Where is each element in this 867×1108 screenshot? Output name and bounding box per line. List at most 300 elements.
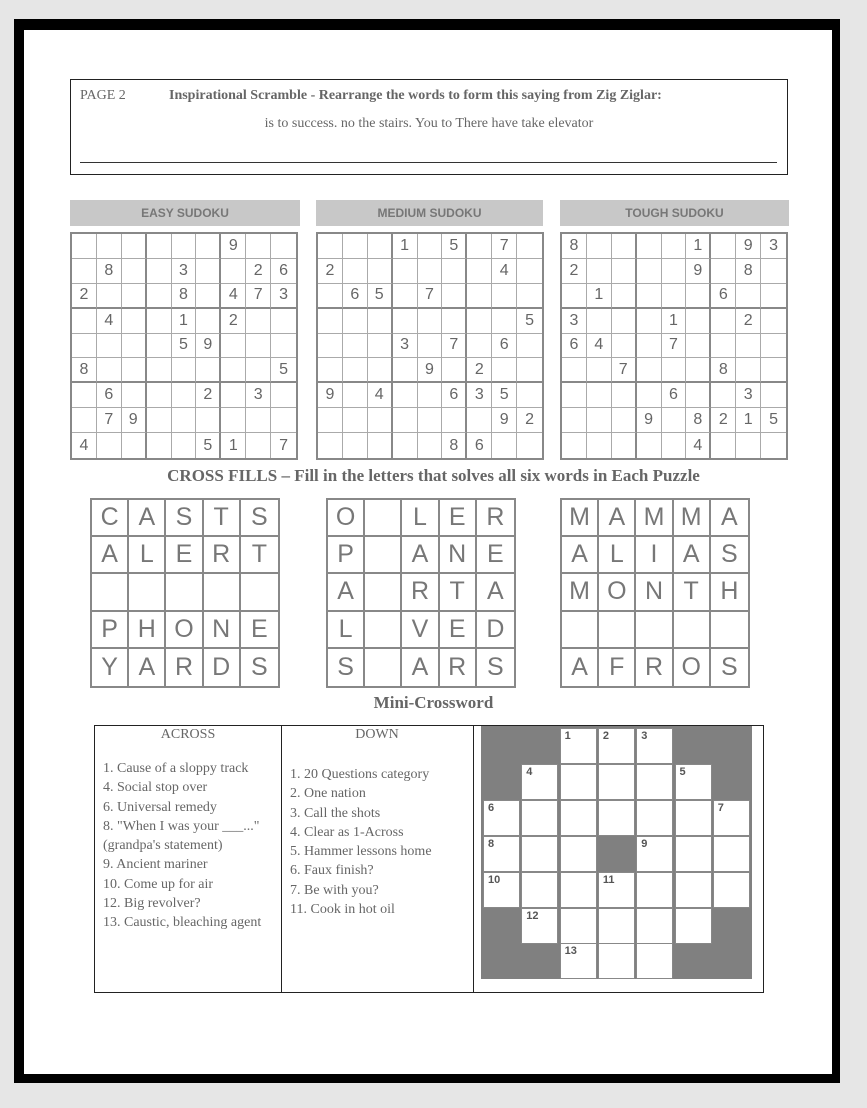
crossfill-cell: A bbox=[129, 500, 166, 537]
crossfill-cell[interactable] bbox=[365, 500, 402, 537]
sudoku-cell[interactable] bbox=[761, 259, 786, 284]
sudoku-cell: 3 bbox=[736, 383, 761, 408]
sudoku-cell[interactable] bbox=[562, 284, 587, 309]
sudoku-cell[interactable] bbox=[343, 259, 368, 284]
sudoku-cell[interactable] bbox=[418, 334, 443, 359]
sudoku-cell[interactable] bbox=[517, 259, 542, 284]
sudoku-cell[interactable] bbox=[711, 334, 736, 359]
sudoku-cell[interactable] bbox=[122, 383, 147, 408]
sudoku-cell: 4 bbox=[221, 284, 246, 309]
sudoku-cell: 5 bbox=[196, 433, 221, 458]
sudoku-cell[interactable] bbox=[517, 334, 542, 359]
sudoku-cell[interactable] bbox=[393, 383, 418, 408]
crossfill-cell: S bbox=[721, 652, 738, 681]
crossword-cell[interactable] bbox=[598, 872, 635, 908]
sudoku-cell[interactable] bbox=[637, 334, 662, 359]
sudoku-cell: 2 bbox=[736, 309, 761, 334]
crossfill-cell: A bbox=[562, 649, 599, 686]
sudoku-cell[interactable] bbox=[343, 334, 368, 359]
sudoku-cell[interactable] bbox=[122, 259, 147, 284]
sudoku-cell[interactable] bbox=[587, 259, 612, 284]
sudoku-cell[interactable] bbox=[147, 383, 172, 408]
crossword-cell[interactable] bbox=[713, 872, 750, 908]
tough-sudoku-title: TOUGH SUDOKU bbox=[560, 200, 789, 226]
clue-number: 10 bbox=[488, 873, 501, 886]
sudoku-cell[interactable] bbox=[418, 408, 443, 433]
sudoku-cell[interactable] bbox=[147, 234, 172, 259]
crossfill-cell: C bbox=[92, 500, 129, 537]
crossword-cell[interactable] bbox=[521, 764, 558, 800]
sudoku-cell[interactable] bbox=[467, 259, 492, 284]
scramble-words: is to success. no the stairs. You to There have take elevator bbox=[264, 116, 594, 131]
sudoku-cell[interactable] bbox=[72, 408, 97, 433]
sudoku-cell[interactable] bbox=[492, 284, 517, 309]
crossfill-cell[interactable] bbox=[365, 612, 402, 649]
sudoku-cell[interactable] bbox=[368, 408, 393, 433]
sudoku-cell[interactable] bbox=[72, 383, 97, 408]
sudoku-cell[interactable] bbox=[196, 234, 221, 259]
sudoku-cell[interactable] bbox=[736, 334, 761, 359]
crossfill-cell: R bbox=[402, 574, 439, 611]
sudoku-cell[interactable] bbox=[637, 383, 662, 408]
sudoku-cell[interactable] bbox=[318, 234, 343, 259]
clue: 11. Cook in hot oil bbox=[290, 902, 395, 918]
crossfill-cell[interactable] bbox=[166, 574, 203, 611]
sudoku-cell[interactable] bbox=[343, 358, 368, 383]
clue-number: 6 bbox=[488, 801, 495, 814]
sudoku-cell[interactable] bbox=[736, 433, 761, 458]
crossfill-cell: R bbox=[166, 649, 203, 686]
sudoku-cell[interactable] bbox=[196, 259, 221, 284]
crossword-cell[interactable] bbox=[636, 872, 673, 908]
sudoku-cell[interactable] bbox=[467, 334, 492, 359]
sudoku-cell[interactable] bbox=[562, 433, 587, 458]
crossword-cell[interactable] bbox=[675, 800, 712, 836]
sudoku-cell[interactable] bbox=[393, 358, 418, 383]
crossword-cell[interactable] bbox=[598, 800, 635, 836]
sudoku-cell[interactable] bbox=[562, 408, 587, 433]
sudoku-cell: 2 bbox=[196, 383, 221, 408]
sudoku-cell[interactable] bbox=[343, 408, 368, 433]
sudoku-cell[interactable] bbox=[172, 383, 197, 408]
sudoku-cell[interactable] bbox=[517, 433, 542, 458]
sudoku-cell[interactable] bbox=[662, 433, 687, 458]
crossfill-cell: S bbox=[166, 500, 203, 537]
sudoku-cell[interactable] bbox=[587, 234, 612, 259]
crossword-cell[interactable] bbox=[636, 943, 673, 979]
sudoku-cell[interactable] bbox=[612, 259, 637, 284]
sudoku-cell[interactable] bbox=[711, 383, 736, 408]
sudoku-cell[interactable] bbox=[221, 334, 246, 359]
sudoku-cell[interactable] bbox=[442, 284, 467, 309]
sudoku-cell[interactable] bbox=[318, 433, 343, 458]
sudoku-cell: 8 bbox=[72, 358, 97, 383]
crossword-cell[interactable] bbox=[675, 908, 712, 944]
sudoku-cell[interactable] bbox=[271, 383, 296, 408]
sudoku-cell: 5 bbox=[172, 334, 197, 359]
crossfill-cell: A bbox=[92, 537, 129, 574]
sudoku-cell: 7 bbox=[97, 408, 122, 433]
sudoku-cell[interactable] bbox=[246, 358, 271, 383]
sudoku-cell[interactable] bbox=[492, 309, 517, 334]
sudoku-cell[interactable] bbox=[418, 383, 443, 408]
sudoku-cell[interactable] bbox=[246, 408, 271, 433]
sudoku-cell[interactable] bbox=[172, 234, 197, 259]
crossfill-cell: T bbox=[241, 537, 278, 574]
crossword-cell[interactable] bbox=[483, 872, 520, 908]
clue: 4. Social stop over bbox=[103, 780, 208, 796]
crossfill-cell[interactable] bbox=[365, 537, 402, 574]
sudoku-cell: 7 bbox=[442, 334, 467, 359]
clue-number: 12 bbox=[526, 909, 539, 922]
sudoku-cell[interactable] bbox=[492, 433, 517, 458]
sudoku-cell[interactable] bbox=[761, 309, 786, 334]
sudoku-cell[interactable] bbox=[467, 234, 492, 259]
sudoku-cell[interactable] bbox=[442, 259, 467, 284]
sudoku-cell[interactable] bbox=[686, 309, 711, 334]
sudoku-cell: 1 bbox=[686, 234, 711, 259]
sudoku-cell[interactable] bbox=[122, 334, 147, 359]
sudoku-cell[interactable] bbox=[467, 284, 492, 309]
crossfill-cell: N bbox=[204, 612, 241, 649]
sudoku-cell[interactable] bbox=[418, 259, 443, 284]
sudoku-cell[interactable] bbox=[612, 383, 637, 408]
crossfill-cell[interactable] bbox=[129, 574, 166, 611]
sudoku-cell[interactable] bbox=[517, 234, 542, 259]
sudoku-cell: 8 bbox=[442, 433, 467, 458]
tough-sudoku-grid bbox=[560, 232, 788, 460]
scramble-title: Inspirational Scramble - Rearrange the words to form this saying from Zig Ziglar: bbox=[169, 88, 662, 103]
sudoku-cell[interactable] bbox=[442, 408, 467, 433]
crossfill-cell: F bbox=[599, 649, 636, 686]
column-divider bbox=[281, 726, 282, 992]
sudoku-cell[interactable] bbox=[662, 358, 687, 383]
crossfill-cell: A bbox=[129, 649, 166, 686]
crossfill-cell[interactable] bbox=[599, 612, 636, 649]
sudoku-cell[interactable] bbox=[662, 284, 687, 309]
sudoku-cell: 7 bbox=[418, 284, 443, 309]
sudoku-cell[interactable] bbox=[612, 309, 637, 334]
sudoku-cell[interactable] bbox=[517, 284, 542, 309]
crossword-cell[interactable] bbox=[560, 943, 597, 979]
sudoku-cell: 8 bbox=[736, 259, 761, 284]
crossword-cell[interactable] bbox=[521, 872, 558, 908]
sudoku-cell[interactable] bbox=[612, 284, 637, 309]
crossword-cell[interactable] bbox=[675, 836, 712, 872]
sudoku-cell[interactable] bbox=[122, 433, 147, 458]
sudoku-cell[interactable] bbox=[637, 433, 662, 458]
sudoku-cell[interactable] bbox=[368, 259, 393, 284]
sudoku-cell[interactable] bbox=[122, 358, 147, 383]
sudoku-cell[interactable] bbox=[662, 234, 687, 259]
page-number: PAGE 2 bbox=[80, 88, 126, 103]
crossfill-cell: E bbox=[440, 500, 477, 537]
sudoku-cell[interactable] bbox=[343, 433, 368, 458]
sudoku-cell: 1 bbox=[587, 284, 612, 309]
sudoku-cell[interactable] bbox=[318, 334, 343, 359]
sudoku-cell[interactable] bbox=[612, 334, 637, 359]
crossfill-cell: S bbox=[487, 652, 504, 681]
sudoku-cell[interactable] bbox=[711, 309, 736, 334]
mini-crossword-title: Mini-Crossword bbox=[373, 693, 494, 712]
sudoku-cell: 3 bbox=[562, 309, 587, 334]
sudoku-cell: 5 bbox=[517, 309, 542, 334]
crossfill-cell: O bbox=[328, 500, 365, 537]
sudoku-cell[interactable] bbox=[587, 433, 612, 458]
sudoku-cell[interactable] bbox=[246, 433, 271, 458]
crossword-cell[interactable] bbox=[598, 908, 635, 944]
crossword-cell[interactable] bbox=[483, 836, 520, 872]
sudoku-cell[interactable] bbox=[196, 408, 221, 433]
sudoku-cell[interactable] bbox=[587, 309, 612, 334]
crossfill-cell: H bbox=[711, 574, 748, 611]
crossword-cell[interactable] bbox=[636, 908, 673, 944]
sudoku-cell[interactable] bbox=[562, 383, 587, 408]
sudoku-cell[interactable] bbox=[587, 408, 612, 433]
sudoku-cell[interactable] bbox=[711, 433, 736, 458]
sudoku-cell[interactable] bbox=[612, 234, 637, 259]
clue: 8. "When I was your ___..." bbox=[103, 818, 260, 834]
sudoku-cell[interactable] bbox=[122, 309, 147, 334]
sudoku-cell[interactable] bbox=[72, 309, 97, 334]
crossword-cell[interactable] bbox=[560, 872, 597, 908]
sudoku-cell: 2 bbox=[562, 259, 587, 284]
sudoku-cell[interactable] bbox=[637, 358, 662, 383]
sudoku-cell[interactable] bbox=[418, 433, 443, 458]
sudoku-cell[interactable] bbox=[318, 309, 343, 334]
sudoku-cell[interactable] bbox=[612, 433, 637, 458]
sudoku-cell[interactable] bbox=[517, 383, 542, 408]
crossfill-cell: N bbox=[636, 574, 673, 611]
crossfill-cell: T bbox=[204, 500, 241, 537]
crossword-cell[interactable] bbox=[675, 764, 712, 800]
sudoku-cell[interactable] bbox=[318, 358, 343, 383]
sudoku-cell[interactable] bbox=[221, 383, 246, 408]
crossfill-cell[interactable] bbox=[241, 574, 278, 611]
sudoku-cell[interactable] bbox=[147, 408, 172, 433]
crossword-cell[interactable] bbox=[598, 764, 635, 800]
sudoku-cell[interactable] bbox=[271, 334, 296, 359]
sudoku-cell[interactable] bbox=[147, 358, 172, 383]
sudoku-cell[interactable] bbox=[72, 234, 97, 259]
sudoku-cell[interactable] bbox=[271, 234, 296, 259]
sudoku-cell[interactable] bbox=[761, 284, 786, 309]
sudoku-cell: 5 bbox=[761, 408, 786, 433]
sudoku-cell[interactable] bbox=[393, 259, 418, 284]
crossword-cell[interactable] bbox=[636, 764, 673, 800]
crossfill-cell: R bbox=[477, 500, 514, 537]
crossfill-cell: E bbox=[166, 537, 203, 574]
sudoku-cell[interactable] bbox=[97, 334, 122, 359]
sudoku-cell[interactable] bbox=[147, 284, 172, 309]
crossfill-cell: Y bbox=[92, 649, 129, 686]
crossfill-cell: H bbox=[129, 612, 166, 649]
sudoku-cell[interactable] bbox=[97, 284, 122, 309]
sudoku-cell[interactable] bbox=[271, 408, 296, 433]
sudoku-cell[interactable] bbox=[97, 358, 122, 383]
sudoku-cell[interactable] bbox=[122, 234, 147, 259]
crossword-cell[interactable] bbox=[598, 943, 635, 979]
sudoku-cell[interactable] bbox=[368, 358, 393, 383]
sudoku-cell: 3 bbox=[246, 383, 271, 408]
crossword-cell[interactable] bbox=[560, 800, 597, 836]
sudoku-cell[interactable] bbox=[761, 358, 786, 383]
crossword-cell[interactable] bbox=[636, 800, 673, 836]
sudoku-cell[interactable] bbox=[637, 309, 662, 334]
crossword-cell[interactable] bbox=[560, 764, 597, 800]
sudoku-cell[interactable] bbox=[221, 259, 246, 284]
crossword-cell[interactable] bbox=[560, 836, 597, 872]
sudoku-cell[interactable] bbox=[318, 284, 343, 309]
clue: 12. Big revolver? bbox=[103, 896, 201, 912]
crossfill-cell[interactable] bbox=[636, 612, 673, 649]
sudoku-cell[interactable] bbox=[196, 309, 221, 334]
sudoku-cell[interactable] bbox=[637, 284, 662, 309]
sudoku-cell[interactable] bbox=[587, 383, 612, 408]
sudoku-cell[interactable] bbox=[147, 309, 172, 334]
crossword-cell[interactable] bbox=[521, 800, 558, 836]
crossfill-cell: S bbox=[711, 537, 748, 574]
sudoku-cell[interactable] bbox=[612, 408, 637, 433]
sudoku-cell[interactable] bbox=[467, 309, 492, 334]
sudoku-cell[interactable] bbox=[686, 358, 711, 383]
sudoku-cell[interactable] bbox=[562, 358, 587, 383]
crossword-cell[interactable] bbox=[713, 800, 750, 836]
sudoku-cell[interactable] bbox=[246, 334, 271, 359]
crossfill-cell: A bbox=[599, 500, 636, 537]
sudoku-cell[interactable] bbox=[72, 259, 97, 284]
sudoku-cell[interactable] bbox=[467, 408, 492, 433]
sudoku-cell[interactable] bbox=[122, 284, 147, 309]
crossfill-cell: R bbox=[636, 649, 673, 686]
sudoku-cell[interactable] bbox=[271, 309, 296, 334]
crossfill-cell: O bbox=[599, 574, 636, 611]
crossword-cell[interactable] bbox=[713, 836, 750, 872]
sudoku-cell[interactable] bbox=[172, 358, 197, 383]
clue-number: 7 bbox=[717, 801, 724, 814]
sudoku-cell[interactable] bbox=[97, 234, 122, 259]
sudoku-cell[interactable] bbox=[393, 433, 418, 458]
sudoku-cell: 3 bbox=[393, 334, 418, 359]
crossword-cell[interactable] bbox=[636, 836, 673, 872]
crossfill-cell[interactable] bbox=[92, 574, 129, 611]
sudoku-cell[interactable] bbox=[221, 358, 246, 383]
sudoku-cell[interactable] bbox=[711, 234, 736, 259]
sudoku-cell[interactable] bbox=[221, 408, 246, 433]
across-clues bbox=[103, 759, 261, 933]
sudoku-cell[interactable] bbox=[172, 408, 197, 433]
crossfill-cell[interactable] bbox=[204, 574, 241, 611]
sudoku-cell[interactable] bbox=[393, 309, 418, 334]
sudoku-cell[interactable] bbox=[442, 358, 467, 383]
sudoku-cell[interactable] bbox=[368, 334, 393, 359]
sudoku-cell[interactable] bbox=[343, 309, 368, 334]
sudoku-cell[interactable] bbox=[587, 358, 612, 383]
sudoku-cell[interactable] bbox=[368, 433, 393, 458]
sudoku-cell[interactable] bbox=[517, 358, 542, 383]
sudoku-cell[interactable] bbox=[343, 383, 368, 408]
sudoku-cell[interactable] bbox=[761, 383, 786, 408]
sudoku-cell[interactable] bbox=[393, 408, 418, 433]
crossword-cell[interactable] bbox=[675, 872, 712, 908]
sudoku-cell[interactable] bbox=[761, 334, 786, 359]
sudoku-cell[interactable] bbox=[637, 259, 662, 284]
crossword-cell[interactable] bbox=[560, 908, 597, 944]
sudoku-cell[interactable] bbox=[736, 284, 761, 309]
sudoku-cell[interactable] bbox=[97, 433, 122, 458]
sudoku-cell[interactable] bbox=[196, 358, 221, 383]
crossword-cell[interactable] bbox=[521, 908, 558, 944]
sudoku-cell[interactable] bbox=[72, 334, 97, 359]
sudoku-cell[interactable] bbox=[711, 259, 736, 284]
sudoku-cell[interactable] bbox=[686, 334, 711, 359]
sudoku-cell[interactable] bbox=[662, 259, 687, 284]
sudoku-cell[interactable] bbox=[736, 358, 761, 383]
sudoku-cell[interactable] bbox=[343, 234, 368, 259]
clue: 6. Faux finish? bbox=[290, 863, 374, 879]
sudoku-cell[interactable] bbox=[686, 383, 711, 408]
sudoku-cell: 7 bbox=[492, 234, 517, 259]
sudoku-cell[interactable] bbox=[686, 284, 711, 309]
sudoku-cell[interactable] bbox=[318, 408, 343, 433]
crossfill-puzzle-2 bbox=[326, 498, 516, 688]
crossfill-cell[interactable] bbox=[365, 649, 402, 686]
clue: 1. 20 Questions category bbox=[290, 767, 430, 782]
sudoku-cell[interactable] bbox=[418, 234, 443, 259]
sudoku-cell: 2 bbox=[318, 259, 343, 284]
crossfill-cell[interactable] bbox=[674, 612, 711, 649]
sudoku-cell[interactable] bbox=[147, 334, 172, 359]
crossword-cell[interactable] bbox=[636, 728, 673, 764]
crossword-cell[interactable] bbox=[521, 836, 558, 872]
sudoku-cell[interactable] bbox=[147, 433, 172, 458]
sudoku-cell[interactable] bbox=[492, 358, 517, 383]
sudoku-cell[interactable] bbox=[761, 433, 786, 458]
sudoku-cell[interactable] bbox=[637, 234, 662, 259]
down-clues bbox=[290, 765, 432, 919]
sudoku-cell: 2 bbox=[221, 309, 246, 334]
clue: 7. Be with you? bbox=[290, 882, 379, 898]
sudoku-cell[interactable] bbox=[418, 309, 443, 334]
sudoku-cell: 4 bbox=[492, 259, 517, 284]
crossfill-cell: M bbox=[636, 500, 673, 537]
crossfill-cell[interactable] bbox=[365, 574, 402, 611]
crossfill-cell: O bbox=[166, 612, 203, 649]
sudoku-cell[interactable] bbox=[196, 284, 221, 309]
crossword-cell[interactable] bbox=[560, 728, 597, 764]
sudoku-cell[interactable] bbox=[393, 284, 418, 309]
crossword-cell[interactable] bbox=[598, 728, 635, 764]
sudoku-cell[interactable] bbox=[662, 408, 687, 433]
sudoku-cell[interactable] bbox=[368, 309, 393, 334]
answer-line[interactable] bbox=[80, 162, 777, 163]
sudoku-cell: 6 bbox=[711, 284, 736, 309]
crossfill-cell[interactable] bbox=[711, 612, 748, 649]
crossfill-cell[interactable] bbox=[562, 612, 599, 649]
sudoku-cell[interactable] bbox=[246, 234, 271, 259]
crossword-cell[interactable] bbox=[483, 800, 520, 836]
sudoku-cell[interactable] bbox=[147, 259, 172, 284]
sudoku-cell[interactable] bbox=[442, 309, 467, 334]
sudoku-cell: 7 bbox=[279, 436, 288, 454]
sudoku-cell[interactable] bbox=[246, 309, 271, 334]
clue-number: 9 bbox=[641, 837, 648, 850]
crossfill-cell: L bbox=[328, 612, 365, 649]
crossfill-cell: A bbox=[402, 537, 439, 574]
sudoku-cell[interactable] bbox=[368, 234, 393, 259]
easy-sudoku-title: EASY SUDOKU bbox=[70, 200, 300, 226]
sudoku-cell[interactable] bbox=[172, 433, 197, 458]
